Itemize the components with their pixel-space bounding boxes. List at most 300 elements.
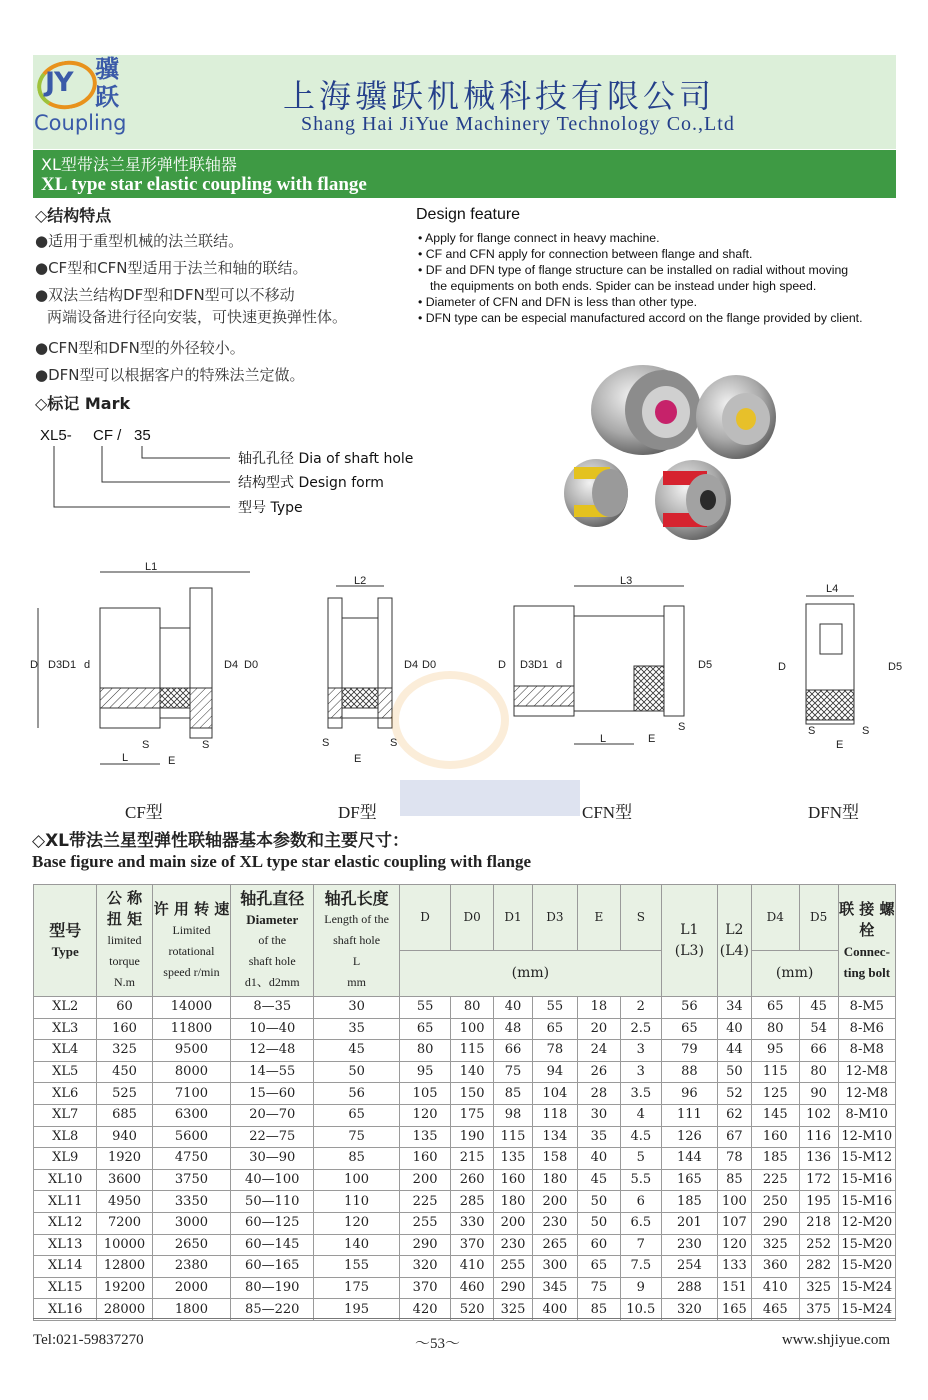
table-cell: 80 <box>451 997 494 1019</box>
table-cell: 55 <box>532 997 577 1019</box>
table-cell: 255 <box>400 1212 451 1234</box>
feature-cn-1: ●适用于重型机械的法兰联结。 <box>35 232 244 250</box>
th-speed-unit: speed r/min <box>163 964 220 979</box>
table-cell: 65 <box>314 1104 400 1126</box>
table-cell: 52 <box>717 1083 751 1105</box>
table-cell: 50 <box>577 1212 620 1234</box>
table-cell: 9 <box>620 1277 661 1299</box>
table-row <box>34 1126 896 1148</box>
table-cell: 7200 <box>97 1212 152 1234</box>
table-cell: 20 <box>577 1018 620 1040</box>
dim-df-e: E <box>354 753 362 765</box>
table-cell: 6300 <box>152 1104 231 1126</box>
table-cell: 40—100 <box>231 1169 314 1191</box>
table-cell: 78 <box>532 1040 577 1062</box>
table-cell: 360 <box>751 1256 799 1278</box>
th-d3: D3 <box>532 885 577 951</box>
table-cell: 60 <box>577 1234 620 1256</box>
table-cell: 35 <box>314 1018 400 1040</box>
table-cell: 370 <box>400 1277 451 1299</box>
table-cell: 151 <box>717 1277 751 1299</box>
table-cell: 125 <box>751 1083 799 1105</box>
table-cell: XL4 <box>34 1040 97 1062</box>
table-cell: 190 <box>451 1126 494 1148</box>
table-cell: 282 <box>799 1256 838 1278</box>
th-length-en2: shaft hole <box>333 933 381 947</box>
footer-website: www.shjiyue.com <box>781 1332 890 1348</box>
th-d: D <box>400 885 451 951</box>
footer-phone: Tel:021-59837270 <box>33 1332 144 1348</box>
table-cell: 195 <box>314 1299 400 1321</box>
table-cell: 290 <box>400 1234 451 1256</box>
table-cell: 172 <box>799 1169 838 1191</box>
table-cell: 155 <box>314 1256 400 1278</box>
table-cell: 158 <box>532 1148 577 1170</box>
table-cell: 88 <box>661 1061 717 1083</box>
table-cell: 8-M6 <box>838 1018 895 1040</box>
table-cell: 940 <box>97 1126 152 1148</box>
table-cell: 120 <box>314 1212 400 1234</box>
table-cell: 7.5 <box>620 1256 661 1278</box>
th-type-en: Type <box>51 943 79 959</box>
table-cell: 8—35 <box>231 997 314 1019</box>
table-cell: 66 <box>494 1040 533 1062</box>
table-cell: 11800 <box>152 1018 231 1040</box>
table-cell: 150 <box>451 1083 494 1105</box>
table-cell: 685 <box>97 1104 152 1126</box>
mark-code-form: CF / <box>93 427 122 444</box>
table-cell: 60 <box>97 997 152 1019</box>
table-cell: 80—190 <box>231 1277 314 1299</box>
table-cell: 400 <box>532 1299 577 1321</box>
table-cell: 410 <box>751 1277 799 1299</box>
mark-leader-bore <box>142 446 230 458</box>
table-cell: 195 <box>799 1191 838 1213</box>
dim-cfn-d1: D1 <box>534 659 549 671</box>
feature-cn-5: ●DFN型可以根据客户的特殊法兰定做。 <box>35 366 305 384</box>
feature-cn-4: ●CFN型和DFN型的外径较小。 <box>35 339 245 357</box>
drawing-dfn <box>770 580 903 755</box>
table-cell: 300 <box>532 1256 577 1278</box>
dim-cf-dd: d <box>84 659 91 671</box>
th-torque-en: limited torque <box>107 933 142 968</box>
product-title-bar <box>33 150 896 198</box>
table-cell: 225 <box>751 1169 799 1191</box>
mark-code-bore: 35 <box>134 427 151 444</box>
th-l4-label: (L4) <box>719 942 749 959</box>
feature-en-4: • Diameter of CFN and DFN is less than other type. <box>418 295 698 309</box>
table-cell: 160 <box>97 1018 152 1040</box>
table-cell: 175 <box>314 1277 400 1299</box>
th-bolt-cn: 联 接 螺 栓 <box>839 899 895 939</box>
th-diameter <box>231 885 314 997</box>
footer-page-number: ～53～ <box>415 1336 461 1352</box>
dim-cf-s2: S <box>202 739 210 751</box>
table-cell: 250 <box>751 1191 799 1213</box>
table-cell: 65 <box>400 1018 451 1040</box>
table-cell: 3.5 <box>620 1083 661 1105</box>
dim-cfn-d3: D3 <box>520 659 535 671</box>
table-cell: 6.5 <box>620 1212 661 1234</box>
footer-divider <box>33 1318 896 1319</box>
table-cell: 260 <box>451 1169 494 1191</box>
table-cell: 218 <box>799 1212 838 1234</box>
mark-heading: ◇标记 Mark <box>35 394 131 413</box>
table-cell: 201 <box>661 1212 717 1234</box>
table-cell: 215 <box>451 1148 494 1170</box>
table-cell: 145 <box>751 1104 799 1126</box>
table-cell: 144 <box>661 1148 717 1170</box>
table-row <box>34 1148 896 1170</box>
table-cell: 160 <box>400 1148 451 1170</box>
logo-word: Coupling <box>34 111 127 135</box>
table-cell: 40 <box>717 1018 751 1040</box>
spec-table <box>33 884 896 1321</box>
table-cell: 126 <box>661 1126 717 1148</box>
product-title-cn: XL型带法兰星形弹性联轴器 <box>41 155 237 174</box>
table-cell: 185 <box>661 1191 717 1213</box>
table-cell: 80 <box>799 1061 838 1083</box>
table-cell: 6 <box>620 1191 661 1213</box>
table-cell: 230 <box>494 1234 533 1256</box>
table-cell: 4750 <box>152 1148 231 1170</box>
table-cell: 45 <box>577 1169 620 1191</box>
feature-en-5: • DFN type can be especial manufactured accord on the flange provided by client. <box>418 311 863 325</box>
table-cell: 55 <box>400 997 451 1019</box>
table-cell: 12—48 <box>231 1040 314 1062</box>
table-row <box>34 1212 896 1234</box>
table-cell: 10.5 <box>620 1299 661 1321</box>
table-cell: 320 <box>400 1256 451 1278</box>
structure-heading-en: Design feature <box>416 206 521 223</box>
table-cell: 370 <box>451 1234 494 1256</box>
table-cell: 67 <box>717 1126 751 1148</box>
table-cell: 5.5 <box>620 1169 661 1191</box>
table-cell: 525 <box>97 1083 152 1105</box>
table-cell: 450 <box>97 1061 152 1083</box>
table-cell: 26 <box>577 1061 620 1083</box>
table-cell: 2.5 <box>620 1018 661 1040</box>
drawing-cfn <box>494 576 724 751</box>
table-cell: 140 <box>451 1061 494 1083</box>
table-cell: 180 <box>532 1169 577 1191</box>
table-cell: 15-M12 <box>838 1148 895 1170</box>
table-cell: 15-M24 <box>838 1277 895 1299</box>
table-cell: 200 <box>400 1169 451 1191</box>
page-header <box>33 55 896 149</box>
dim-df-s2: S <box>390 737 398 749</box>
th-diameter-en2: of the <box>258 933 287 947</box>
dim-cfn-d: D <box>498 659 506 671</box>
drawing-cfn-label: CFN型 <box>582 803 633 822</box>
table-cell: XL10 <box>34 1169 97 1191</box>
table-cell: 12-M8 <box>838 1061 895 1083</box>
table-cell: 19200 <box>97 1277 152 1299</box>
table-cell: 30—90 <box>231 1148 314 1170</box>
table-cell: 8-M8 <box>838 1040 895 1062</box>
table-cell: XL14 <box>34 1256 97 1278</box>
table-row <box>34 1061 896 1083</box>
dim-cfn-d5: D5 <box>698 659 713 671</box>
th-length-cn: 轴孔长度 <box>324 889 389 908</box>
table-cell: 3350 <box>152 1191 231 1213</box>
th-d5: D5 <box>799 885 838 951</box>
table-cell: XL16 <box>34 1299 97 1321</box>
table-cell: XL7 <box>34 1104 97 1126</box>
table-cell: 9500 <box>152 1040 231 1062</box>
table-cell: 80 <box>400 1040 451 1062</box>
table-cell: 60—165 <box>231 1256 314 1278</box>
company-logo <box>33 55 133 149</box>
table-row <box>34 1040 896 1062</box>
table-cell: 265 <box>532 1234 577 1256</box>
mark-label-shaft: 轴孔孔径 Dia of shaft hole <box>238 451 414 467</box>
table-cell: 3 <box>620 1061 661 1083</box>
dim-cfn-l: L <box>600 733 607 745</box>
table-cell: 14—55 <box>231 1061 314 1083</box>
th-speed-cn: 许 用 转 速 <box>153 899 230 918</box>
table-cell: 28 <box>577 1083 620 1105</box>
table-cell: 8-M5 <box>838 997 895 1019</box>
table-cell: 14000 <box>152 997 231 1019</box>
table-cell: 44 <box>717 1040 751 1062</box>
table-cell: 136 <box>799 1148 838 1170</box>
company-name-en: Shang Hai JiYue Machinery Technology Co.,Ltd <box>301 113 735 135</box>
table-cell: 95 <box>400 1061 451 1083</box>
table-cell: 330 <box>451 1212 494 1234</box>
drawing-cf <box>30 558 280 783</box>
th-diameter-cn: 轴孔直径 <box>240 889 305 908</box>
table-cell: 24 <box>577 1040 620 1062</box>
table-cell: 48 <box>494 1018 533 1040</box>
table-cell: 40 <box>577 1148 620 1170</box>
table-cell: 120 <box>717 1234 751 1256</box>
table-cell: 34 <box>717 997 751 1019</box>
table-cell: XL9 <box>34 1148 97 1170</box>
th-s: S <box>620 885 661 951</box>
company-name-cn: 上海骥跃机械科技有限公司 <box>283 77 716 115</box>
th-mm-group2: (mm) <box>751 951 838 997</box>
table-cell: 7100 <box>152 1083 231 1105</box>
table-cell: 285 <box>451 1191 494 1213</box>
table-cell: 4 <box>620 1104 661 1126</box>
drawing-dfn-label: DFN型 <box>808 803 860 822</box>
table-cell: 200 <box>494 1212 533 1234</box>
table-cell: XL2 <box>34 997 97 1019</box>
table-cell: 465 <box>751 1299 799 1321</box>
table-cell: 96 <box>661 1083 717 1105</box>
product-title-en: XL type star elastic coupling with flange <box>41 174 367 195</box>
table-cell: 180 <box>494 1191 533 1213</box>
dim-cfn-s: S <box>678 721 686 733</box>
table-cell: 104 <box>532 1083 577 1105</box>
mark-diagram <box>30 420 430 530</box>
table-cell: 325 <box>799 1277 838 1299</box>
table-cell: 15-M16 <box>838 1191 895 1213</box>
feature-en-1: • Apply for flange connect in heavy machine. <box>418 231 660 245</box>
table-cell: 3600 <box>97 1169 152 1191</box>
table-cell: XL15 <box>34 1277 97 1299</box>
table-cell: 85 <box>314 1148 400 1170</box>
table-cell: 85 <box>494 1083 533 1105</box>
table-cell: 12-M10 <box>838 1126 895 1148</box>
table-cell: 1800 <box>152 1299 231 1321</box>
table-cell: 40 <box>494 997 533 1019</box>
table-cell: 165 <box>717 1299 751 1321</box>
table-cell: 230 <box>661 1234 717 1256</box>
table-cell: 410 <box>451 1256 494 1278</box>
dim-dfn-l4: L4 <box>826 583 839 595</box>
table-row <box>34 1169 896 1191</box>
dim-cf-s1: S <box>142 739 150 751</box>
table-cell: 134 <box>532 1126 577 1148</box>
mark-code-model: XL5- <box>40 427 72 444</box>
table-cell: XL13 <box>34 1234 97 1256</box>
table-cell: 111 <box>661 1104 717 1126</box>
table-row <box>34 1083 896 1105</box>
dim-cf-d: D <box>30 659 38 671</box>
table-cell: 12-M8 <box>838 1083 895 1105</box>
table-cell: 85 <box>577 1299 620 1321</box>
table-cell: 90 <box>799 1083 838 1105</box>
table-cell: 15—60 <box>231 1083 314 1105</box>
th-length-sym: L <box>352 954 361 968</box>
dim-cf-d4: D4 <box>224 659 239 671</box>
table-heading-cn: ◇XL带法兰星型弹性联轴器基本参数和主要尺寸： <box>32 831 410 851</box>
table-cell: 65 <box>532 1018 577 1040</box>
table-cell: 460 <box>451 1277 494 1299</box>
product-photo <box>548 355 818 555</box>
feature-cn-3b: 两端设备进行径向安装，可快速更换弹性体。 <box>47 308 348 326</box>
table-cell: 160 <box>494 1169 533 1191</box>
table-cell: 12-M20 <box>838 1212 895 1234</box>
table-cell: 290 <box>751 1212 799 1234</box>
table-cell: 135 <box>494 1148 533 1170</box>
dim-dfn-d5: D5 <box>888 661 903 673</box>
th-length-unit: mm <box>347 975 366 989</box>
table-cell: 54 <box>799 1018 838 1040</box>
table-cell: 98 <box>494 1104 533 1126</box>
table-cell: 255 <box>494 1256 533 1278</box>
dim-df-l2: L2 <box>354 575 367 587</box>
th-l1-label: L1 <box>680 921 699 938</box>
th-d0: D0 <box>451 885 494 951</box>
table-cell: 30 <box>314 997 400 1019</box>
feature-cn-3: ●双法兰结构DF型和DFN型可以不移动 <box>35 286 295 304</box>
table-cell: 50 <box>577 1191 620 1213</box>
table-cell: 66 <box>799 1040 838 1062</box>
th-type <box>34 885 97 997</box>
table-cell: 15-M24 <box>838 1299 895 1321</box>
table-cell: 95 <box>751 1040 799 1062</box>
table-cell: 230 <box>532 1212 577 1234</box>
table-cell: 115 <box>494 1126 533 1148</box>
dim-dfn-s2: S <box>862 725 870 737</box>
table-cell: 75 <box>494 1061 533 1083</box>
table-cell: 10—40 <box>231 1018 314 1040</box>
dim-df-d4: D4 <box>404 659 419 671</box>
table-cell: 60—145 <box>231 1234 314 1256</box>
th-mm-group: (mm) <box>400 951 662 997</box>
table-cell: 10000 <box>97 1234 152 1256</box>
th-bolt-en: Connec- <box>843 943 890 959</box>
table-cell: 85—220 <box>231 1299 314 1321</box>
structure-heading-cn: ◇结构特点 <box>35 206 112 225</box>
drawing-cf-label: CF型 <box>125 803 163 822</box>
th-d4: D4 <box>751 885 799 951</box>
table-cell: 3 <box>620 1040 661 1062</box>
dim-cfn-e: E <box>648 733 656 745</box>
table-cell: 18 <box>577 997 620 1019</box>
th-length-en: Length of the <box>324 912 389 926</box>
table-cell: 140 <box>314 1234 400 1256</box>
table-cell: 420 <box>400 1299 451 1321</box>
table-cell: 45 <box>799 997 838 1019</box>
table-cell: 45 <box>314 1040 400 1062</box>
table-cell: 325 <box>97 1040 152 1062</box>
dim-cf-e: E <box>168 755 176 767</box>
th-l3-label: (L3) <box>674 942 704 959</box>
feature-en-3b: the equipments on both ends. Spider can be instead under high speed. <box>430 279 817 293</box>
table-cell: 94 <box>532 1061 577 1083</box>
table-cell: 50 <box>314 1061 400 1083</box>
table-cell: XL3 <box>34 1018 97 1040</box>
table-cell: 8-M10 <box>838 1104 895 1126</box>
mark-label-design: 结构型式 Design form <box>238 475 384 491</box>
logo-cn: 骥跃 <box>95 54 119 111</box>
dim-df-s1: S <box>322 737 330 749</box>
th-bolt <box>838 885 895 997</box>
feature-cn-2: ●CF型和CFN型适用于法兰和轴的联结。 <box>35 259 308 277</box>
table-cell: 7 <box>620 1234 661 1256</box>
table-cell: 65 <box>751 997 799 1019</box>
table-cell: 62 <box>717 1104 751 1126</box>
spec-table-body <box>34 997 896 1321</box>
table-cell: 325 <box>494 1299 533 1321</box>
table-cell: 165 <box>661 1169 717 1191</box>
table-cell: 100 <box>717 1191 751 1213</box>
table-cell: 85 <box>717 1169 751 1191</box>
table-cell: 3750 <box>152 1169 231 1191</box>
th-length <box>314 885 400 997</box>
table-cell: XL11 <box>34 1191 97 1213</box>
table-cell: 50 <box>717 1061 751 1083</box>
mark-label-type: 型号 Type <box>238 500 303 516</box>
table-row <box>34 997 896 1019</box>
table-cell: XL12 <box>34 1212 97 1234</box>
dim-dfn-s1: S <box>808 725 816 737</box>
table-cell: 100 <box>314 1169 400 1191</box>
table-cell: 160 <box>751 1126 799 1148</box>
table-cell: 30 <box>577 1104 620 1126</box>
th-speed <box>152 885 231 997</box>
table-cell: 56 <box>661 997 717 1019</box>
dim-cf-l: L <box>122 752 129 764</box>
table-cell: 225 <box>400 1191 451 1213</box>
table-cell: 116 <box>799 1126 838 1148</box>
table-cell: 107 <box>717 1212 751 1234</box>
th-torque-unit: N.m <box>113 975 135 989</box>
table-cell: 2650 <box>152 1234 231 1256</box>
th-l1 <box>661 885 717 997</box>
table-cell: 22—75 <box>231 1126 314 1148</box>
drawing-df <box>318 575 448 768</box>
table-cell: 375 <box>799 1299 838 1321</box>
table-cell: 1920 <box>97 1148 152 1170</box>
table-cell: 254 <box>661 1256 717 1278</box>
table-cell: XL8 <box>34 1126 97 1148</box>
th-l2 <box>717 885 751 997</box>
